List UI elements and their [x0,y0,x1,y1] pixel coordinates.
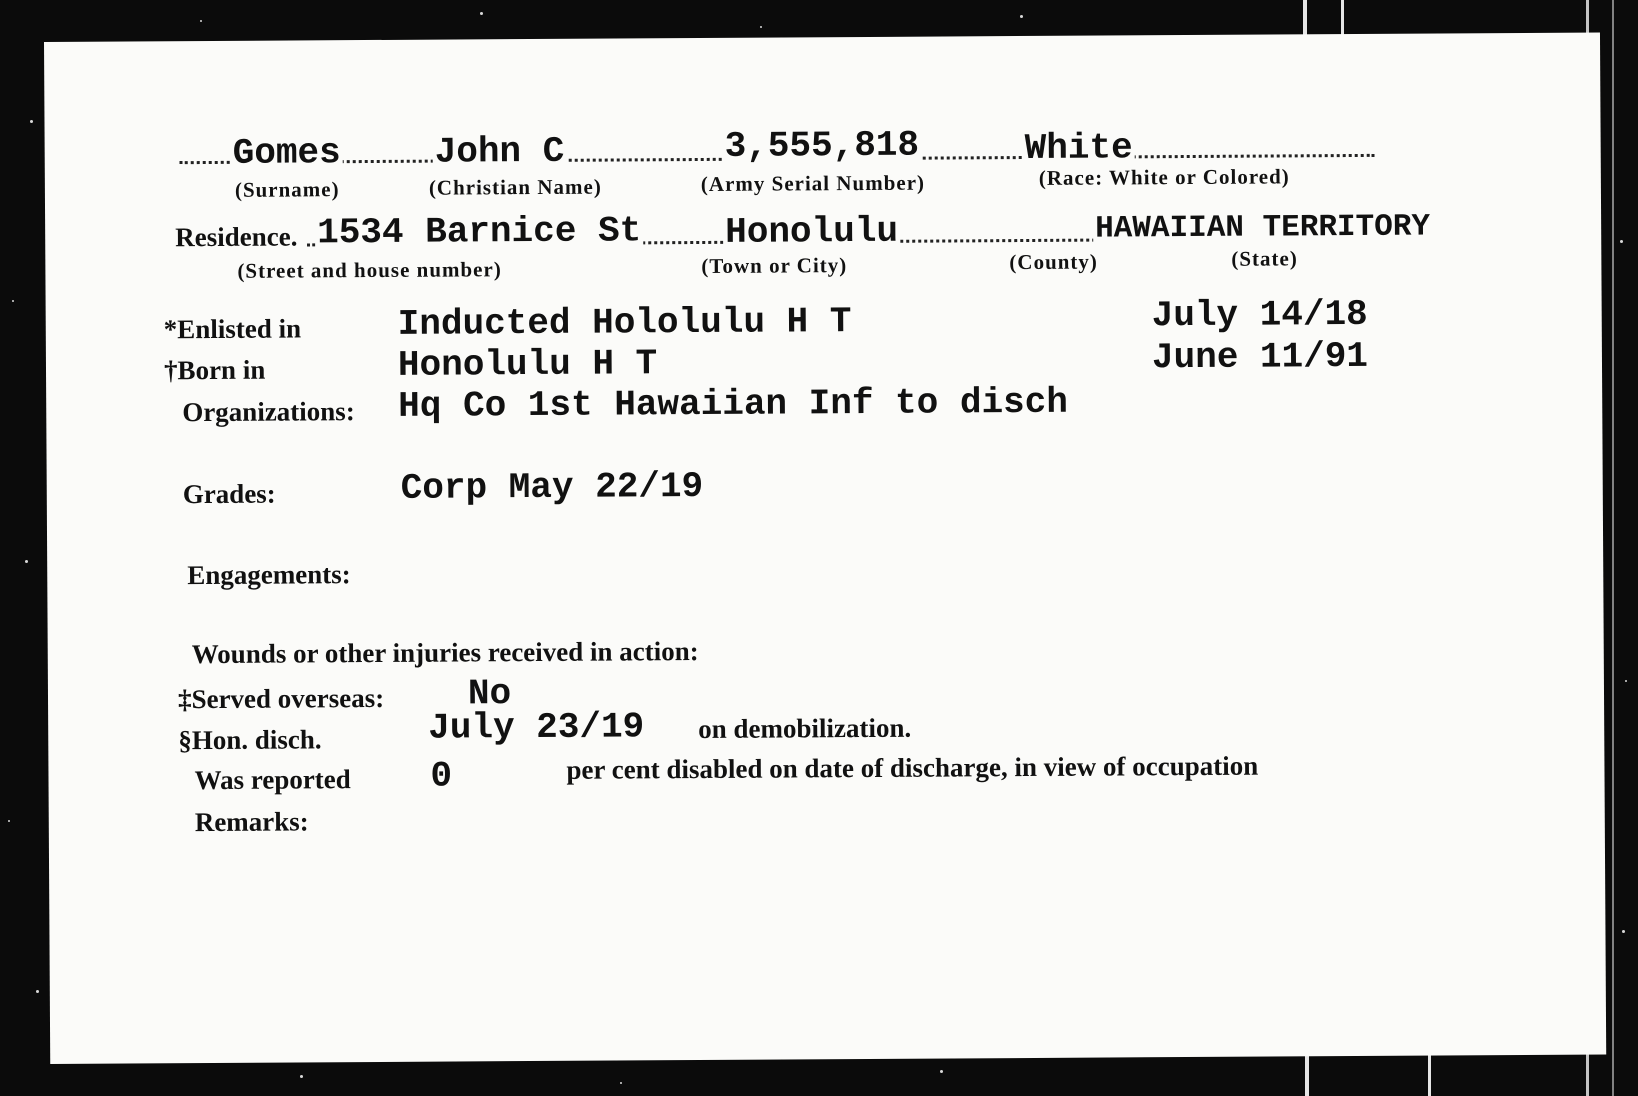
caption-county: (County) [1009,249,1098,275]
scan-line [1612,0,1614,1096]
hon-disch-value: July 23/19 [428,706,645,749]
wounds-label: Wounds or other injuries received in action: [191,636,699,670]
hon-disch-label: §Hon. disch. [178,724,322,756]
served-overseas-value: No [467,673,512,715]
born-value: Honolulu H T [397,343,658,386]
residence-label: Residence. [175,221,298,253]
enlisted-value: Inducted Hololulu H T [397,301,852,345]
caption-christian-name: (Christian Name) [428,174,602,200]
born-label: †Born in [163,354,266,386]
christian-name-value: John C [434,130,565,173]
service-record-card [44,32,1606,1063]
caption-town: (Town or City) [701,253,848,278]
caption-state: (State) [1231,246,1298,271]
race-value: White [1024,127,1133,170]
enlisted-date: July 14/18 [1151,293,1368,337]
born-date: June 11/91 [1151,335,1369,379]
residence-state-value: HAWAIIAN TERRITORY [1095,209,1431,247]
hon-disch-suffix: on demobilization. [698,712,912,745]
caption-serial-number: (Army Serial Number) [700,170,926,196]
caption-street: (Street and house number) [237,257,502,283]
scan-line [1428,1052,1431,1096]
scan-line [1305,1052,1309,1096]
surname-value: Gomes [232,132,341,174]
grades-value: Corp May 22/19 [400,465,704,509]
organizations-label: Organizations: [182,396,355,428]
residence-street-value: 1534 Barnice St [317,210,642,254]
caption-race: (Race: White or Colored) [1038,164,1290,190]
caption-surname: (Surname) [234,177,340,202]
engagements-label: Engagements: [187,559,351,591]
was-reported-value: 0 [430,755,453,797]
serial-number-value: 3,555,818 [724,124,920,167]
residence-town-value: Honolulu [725,210,899,253]
grades-label: Grades: [182,478,276,510]
served-overseas-label: ‡Served overseas: [177,682,385,715]
enlisted-label: *Enlisted in [163,313,302,345]
was-reported-suffix: per cent disabled on date of discharge, in view of occupation [566,750,1259,785]
organizations-value: Hq Co 1st Hawaiian Inf to disch [398,381,1069,427]
was-reported-label: Was reported [194,764,351,796]
remarks-label: Remarks: [194,806,309,838]
